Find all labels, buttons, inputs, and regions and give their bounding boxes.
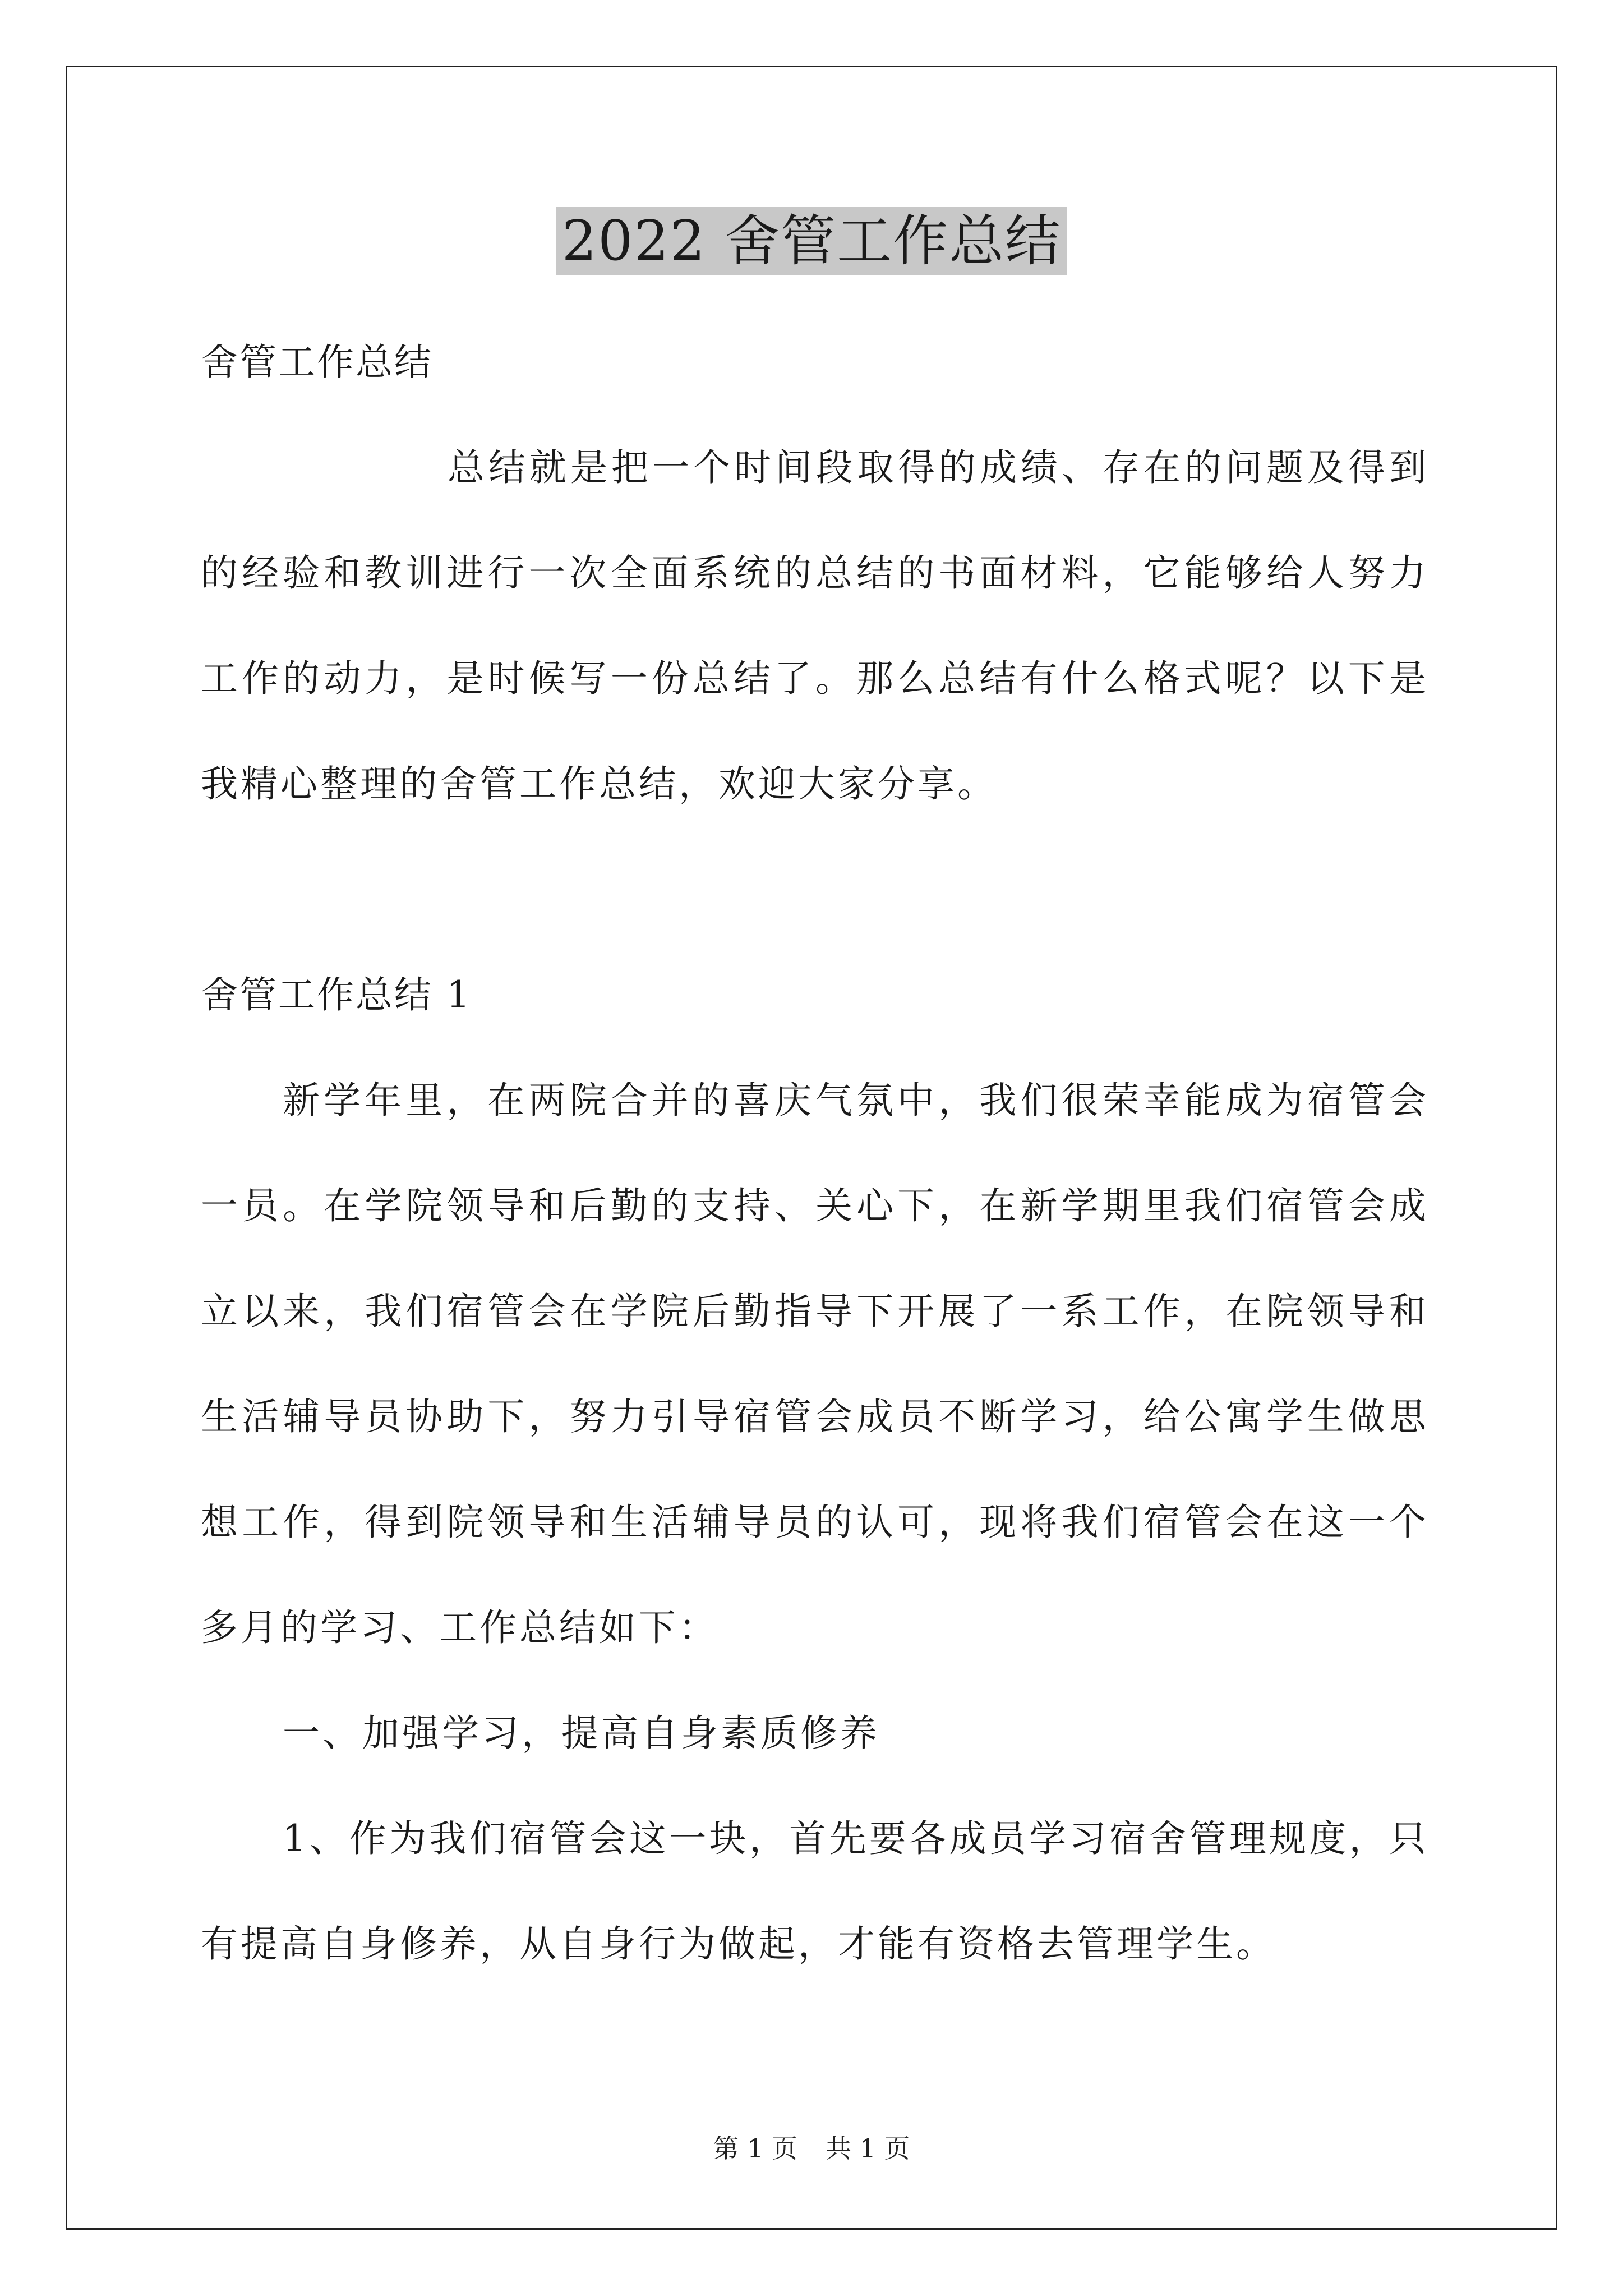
page-number: 第 1 页 [713, 2133, 797, 2164]
section-paragraph: 新学年里，在两院合并的喜庆气氛中，我们很荣幸能成为宿管会一员。在学院领导和后勤的支持、关心下，在新学期里我们宿管会成立以来，我们宿管会在学院后勤指导下开展了一系工作，在院领导和生活辅导员协助下，努力引导宿管会成员不断学习，给公寓学生做思想工作，得到院领导和生活辅导员的认可，现将我们宿管会在这一个多月的学习、工作总结如下： [201, 1079, 1429, 1649]
document-body [201, 310, 1429, 1997]
page-total: 共 1 页 [826, 2133, 910, 2164]
document-subtitle: 舍管工作总结 [201, 341, 433, 384]
document-title [0, 208, 1623, 275]
section-heading: 舍管工作总结 1 [201, 973, 472, 1016]
point-heading: 一、加强学习，提高自身素质修养 [283, 1711, 880, 1755]
document-title-text: 2022 舍管工作总结 [556, 207, 1067, 275]
intro-paragraph: 总结就是把一个时间段取得的成绩、存在的问题及得到的经验和教训进行一次全面系统的总结的书面材料，它能够给人努力工作的动力，是时候写一份总结了。那么总结有什么格式呢？以下是我精心整理的舍管工作总结，欢迎大家分享。 [201, 446, 1429, 806]
point-paragraph: 1、作为我们宿管会这一块，首先要各成员学习宿舍管理规度，只有提高自身修养，从自身行为做起，才能有资格去管理学生。 [201, 1817, 1429, 1966]
paragraph-spacer [201, 837, 1429, 942]
page-footer [0, 2132, 1623, 2165]
